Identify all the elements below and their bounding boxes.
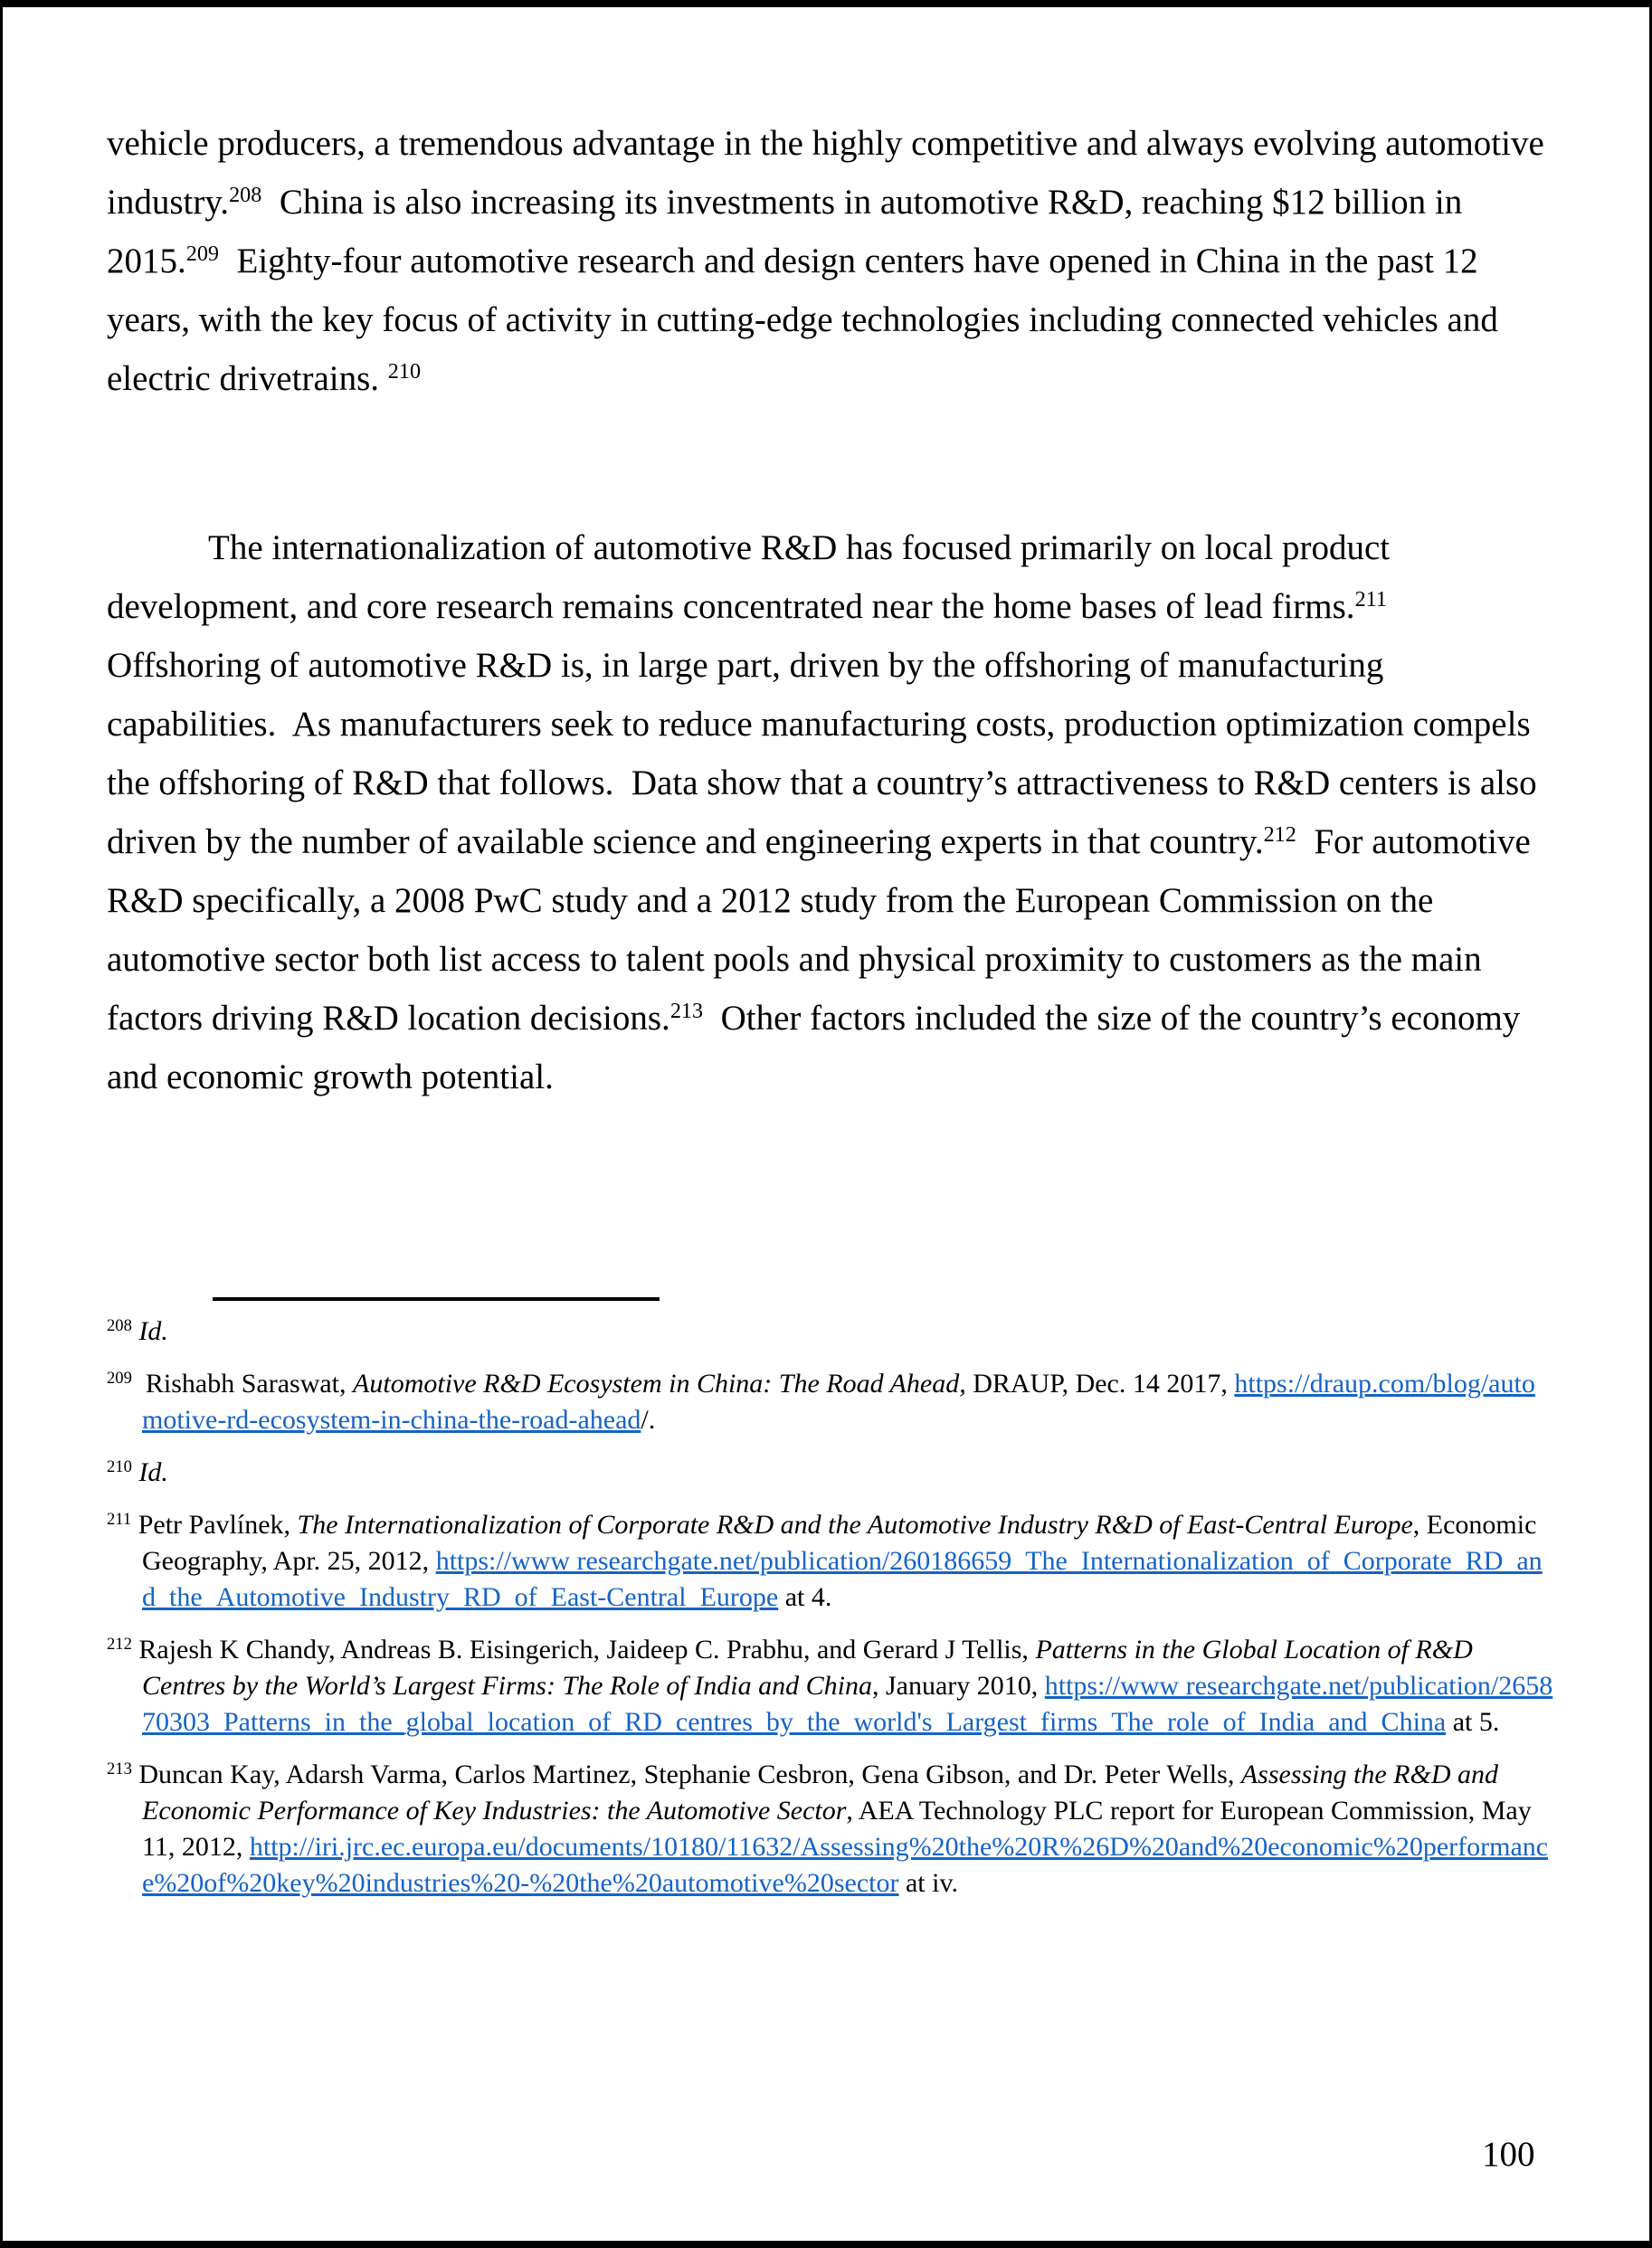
body-paragraph [107, 518, 1547, 1106]
text-run: Rishabh Saraswat, [138, 1369, 354, 1399]
scan-edge-top [0, 0, 1652, 7]
page-number: 100 [1482, 2135, 1535, 2174]
text-run: Eighty-four automotive research and design centers have opened in China in the past 12 years, with the key focus of activity in cutting-edge technologies including connected vehicles and electric drivetrains. [107, 242, 1507, 398]
text-run: /. [641, 1405, 656, 1435]
footnote-number: 211 [107, 1509, 132, 1529]
footnote-reference: 208 [229, 182, 262, 207]
italic-text: Patterns in the Global Location of R&D Centres by the World’s Largest Firms: The Role of India and China [142, 1635, 1480, 1701]
text-run: Offshoring of automotive R&D is, in large part, driven by the offshoring of manufacturing capabilities. As manufacturers seek to reduce manufacturing costs, production optimization compels the offshoring of R&D that follows. Data show that a country’s attractiveness to R&D centers is also driven by the number of available science and engineering experts in that country. [107, 587, 1546, 861]
text-run: at 5. [1446, 1707, 1500, 1737]
footnote-separator [213, 1297, 660, 1301]
hyperlink[interactable]: https://www researchgate.net/publication/265870303_Patterns_in_the_global_location_of_RD_centres_by_the_world's_Largest_firms_The_role_of_India_and_China [142, 1671, 1553, 1737]
footnote-number: 212 [107, 1634, 132, 1654]
footnote-number: 208 [107, 1315, 132, 1335]
text-run: at iv. [898, 1868, 959, 1898]
text-run: , January 2010, [871, 1671, 1045, 1701]
footnote [107, 1366, 1554, 1438]
footnote-reference: 213 [669, 998, 704, 1023]
text-run: China is also increasing its investments in automotive R&D, reaching $12 billion in 2015. [107, 183, 1471, 280]
text-run: Petr Pavlínek, [138, 1510, 298, 1540]
body-paragraph [107, 114, 1553, 408]
footnote [107, 1757, 1554, 1902]
footnote-reference: 212 [1263, 821, 1296, 847]
footnote [107, 1632, 1554, 1741]
footnote-number: 213 [107, 1759, 132, 1778]
hyperlink[interactable]: http://iri.jrc.ec.europa.eu/documents/10180/11632/Assessing%20the%20R%26D%20and%20economic%20performance%20of%20key%20industries%20-%20the%20automotive%20sector [142, 1832, 1549, 1898]
footnote [107, 1507, 1554, 1616]
italic-text: Assessing the R&D and Economic Performance of Key Industries: the Automotive Sector [142, 1760, 1505, 1826]
footnote-reference: 209 [185, 241, 220, 266]
text-run: at 4. [778, 1582, 832, 1612]
footnotes [107, 1314, 1554, 1902]
italic-text: Id. [138, 1316, 168, 1346]
text-run: , AEA Technology PLC report for European Commission, May 11, 2012, [142, 1796, 1539, 1862]
footnote [107, 1455, 1554, 1491]
text-run: DRAUP, Dec. 14 2017, [965, 1369, 1235, 1399]
italic-text: Automotive R&D Ecosystem in China: The Road Ahead, [353, 1369, 966, 1399]
footnote-reference: 211 [1354, 586, 1387, 612]
text-run: For automotive R&D specifically, a 2008 PwC study and a 2012 study from the European Commission on the automotive sector both list access to talent pools and physical proximity to customers as the main factors driving R&D location decisions. [107, 822, 1540, 1038]
footnote-reference: 210 [387, 358, 422, 384]
text-run: The internationalization of automotive R&D has focused primarily on local product development, and core research remains concentrated near the home bases of lead firms. [107, 528, 1399, 626]
text-run: Duncan Kay, Adarsh Varma, Carlos Martinez, Stephanie Cesbron, Gena Gibson, and Dr. Peter Wells, [138, 1760, 1241, 1789]
text-run: , Economic Geography, Apr. 25, 2012, [142, 1510, 1543, 1576]
hyperlink[interactable]: https://draup.com/blog/automotive-rd-ecosystem-in-china-the-road-ahead [142, 1369, 1535, 1435]
scan-edge-left [0, 0, 3, 2248]
scan-edge-bottom [0, 2241, 1652, 2248]
italic-text: The Internationalization of Corporate R&D and the Automotive Industry R&D of East-Central Europe [297, 1510, 1413, 1540]
footnote [107, 1314, 1554, 1350]
text-run: Other factors included the size of the country’s economy and economic growth potential. [107, 999, 1530, 1096]
text-run: vehicle producers, a tremendous advantage in the highly competitive and always evolving automotive industry. [107, 124, 1553, 222]
footnote-number: 209 [107, 1368, 132, 1388]
hyperlink[interactable]: https://www researchgate.net/publication/260186659_The_Internationalization_of_Corporate_RD_and_the_Automotive_Industry_RD_of_East-Central_Europe [142, 1546, 1543, 1612]
italic-text: Id. [138, 1457, 168, 1487]
footnote-number: 210 [107, 1456, 132, 1476]
text-run: Rajesh K Chandy, Andreas B. Eisingerich, Jaideep C. Prabhu, and Gerard J Tellis, [138, 1635, 1036, 1665]
